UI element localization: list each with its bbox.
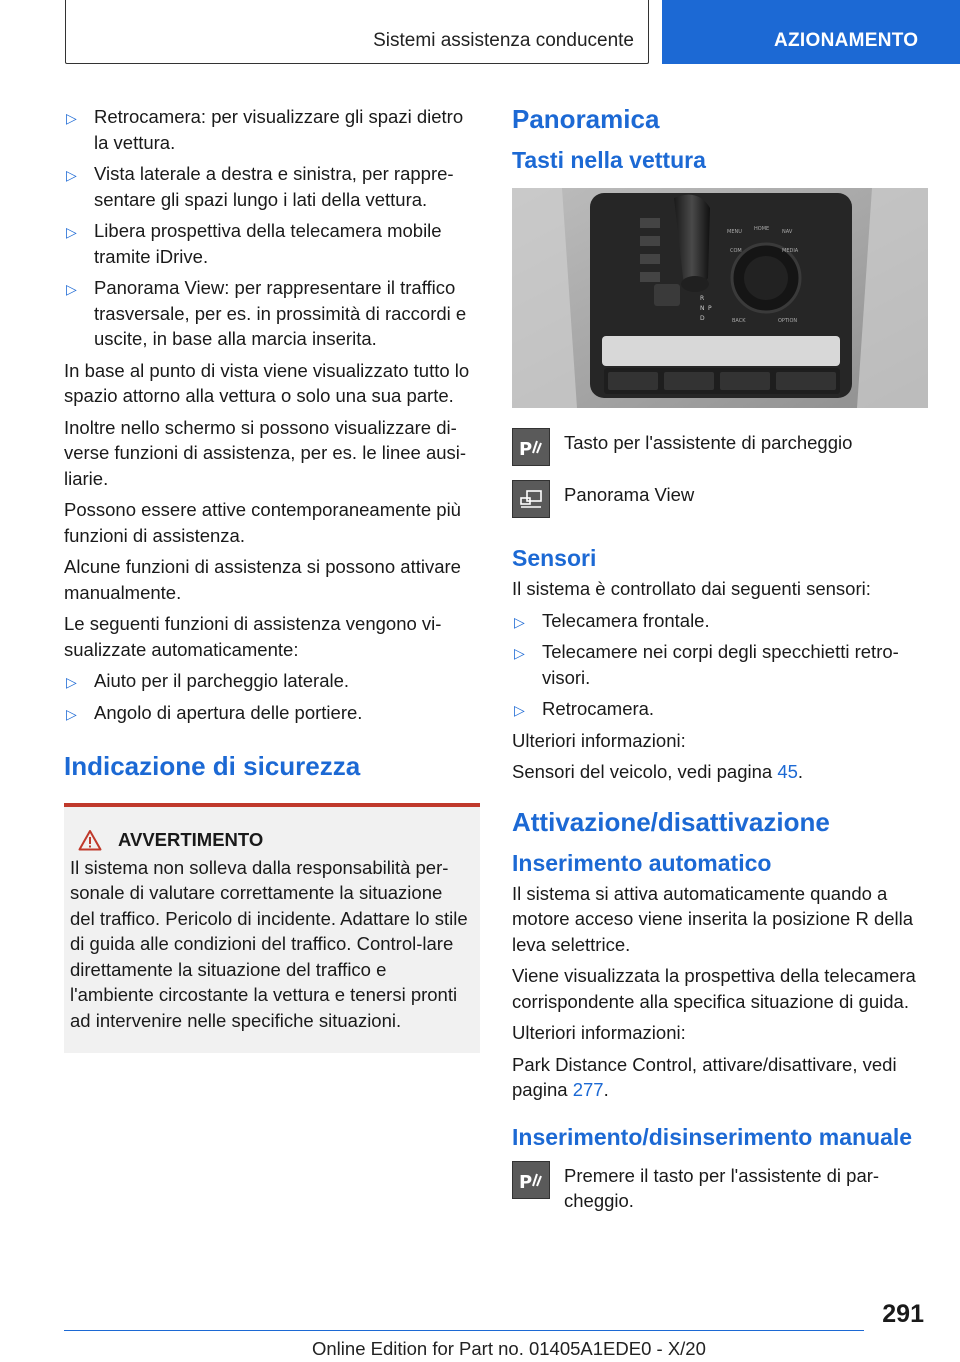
console-label-option: OPTION xyxy=(778,318,798,324)
park-assist-button-icon xyxy=(512,1161,550,1199)
manual-instruction xyxy=(512,1161,930,1214)
header-chapter-title: AZIONAMENTO xyxy=(774,30,919,51)
manual-instruction-text: Premere il tasto per l'assistente di par-cheggio. xyxy=(564,1164,880,1211)
warning-text: Il sistema non solleva dalla responsabilità per-sonale di valutare correttamente la situazione del traffico. Pericolo di incidente. Adattare lo stile di guida alle condizioni del traffico. Control-lare direttamente la situazione del traffico e l'ambiente circostante la vettura e tenersi pronti ad intervenire nelle specifiche situazioni. xyxy=(70,856,468,1031)
section-heading-safety: Indicazione di sicurezza xyxy=(64,751,361,781)
svg-text:P: P xyxy=(519,439,533,460)
warning-title: AVVERTIMENTO xyxy=(118,829,264,850)
page-link-277[interactable]: 277 xyxy=(572,1079,604,1100)
paragraph: Il sistema è controllato dai seguenti sensori: xyxy=(512,578,871,599)
paragraph: Possono essere attive contemporaneamente più funzioni di assistenza. xyxy=(64,499,461,546)
paragraph: Inoltre nello schermo si possono visualizzare di-verse funzioni di assistenza, per es. le linee ausi-liarie. xyxy=(64,416,467,489)
list-item: ▷ Retrocamera. xyxy=(512,696,930,722)
right-column xyxy=(512,104,930,1228)
legend-park-assist xyxy=(512,428,930,466)
panorama-view-button-icon xyxy=(512,480,550,518)
section-heading-attivazione: Attivazione/disattivazione xyxy=(512,806,830,837)
console-label-menu: MENU xyxy=(727,229,742,235)
warning-triangle-icon xyxy=(78,829,102,851)
header-section-title: Sistemi assistenza conducente xyxy=(373,30,634,51)
section-heading-panoramica: Panoramica xyxy=(512,104,660,134)
svg-text:P: P xyxy=(519,1171,533,1193)
list-item: ▷ Aiuto per il parcheggio laterale. xyxy=(64,668,480,694)
console-label-r: R xyxy=(700,295,705,302)
console-label-nav: NAV xyxy=(782,229,793,235)
subheading-sensori: Sensori xyxy=(512,545,597,571)
paragraph: Viene visualizzata la prospettiva della telecamera corrispondente alla specifica situazione di guida. xyxy=(512,965,916,1012)
paragraph: Ulteriori informazioni: xyxy=(512,1022,686,1043)
bullet-triangle-icon: ▷ xyxy=(66,110,77,126)
center-console-photo xyxy=(512,188,928,408)
park-assist-button-icon xyxy=(512,428,550,466)
cross-reference: Sensori del veicolo, vedi pagina 45. xyxy=(512,761,804,782)
list-item: ▷ Vista laterale a destra e sinistra, per rappre-sentare gli spazi lungo i lati della vettura. xyxy=(66,163,454,210)
list-item: ▷ Retrocamera: per visualizzare gli spazi dietro la vettura. xyxy=(66,106,464,153)
list-item: ▷ Telecamera frontale. xyxy=(512,608,930,634)
bullet-triangle-icon: ▷ xyxy=(514,613,525,630)
footer-divider xyxy=(64,1330,864,1331)
page-link-45[interactable]: 45 xyxy=(777,761,798,782)
warning-box xyxy=(64,803,480,1053)
bullet-triangle-icon: ▷ xyxy=(514,645,525,661)
subheading-tasti: Tasti nella vettura xyxy=(512,147,706,173)
cross-reference: Park Distance Control, attivare/disattivare, vedi pagina 277. xyxy=(512,1053,897,1100)
list-item: ▷ Libera prospettiva della telecamera mobile tramite iDrive. xyxy=(66,220,442,267)
list-item: ▷ Angolo di apertura delle portiere. xyxy=(64,700,480,726)
paragraph: Il sistema si attiva automaticamente quando a motore acceso viene inserita la posizione R della leva selettrice. xyxy=(512,882,914,955)
warning-header xyxy=(70,827,472,853)
paragraph: Ulteriori informazioni: xyxy=(512,729,686,751)
header-section-tab xyxy=(65,0,649,64)
bullet-triangle-icon: ▷ xyxy=(66,674,77,690)
console-label-com: COM xyxy=(730,248,742,254)
bullet-triangle-icon: ▷ xyxy=(514,702,525,718)
paragraph: Le seguenti funzioni di assistenza vengono vi-sualizzate automaticamente: xyxy=(64,613,442,660)
subheading-auto: Inserimento automatico xyxy=(512,849,772,876)
bullet-triangle-icon: ▷ xyxy=(66,705,77,722)
bullet-triangle-icon: ▷ xyxy=(66,167,77,183)
console-label-n: N xyxy=(700,305,705,312)
console-label-p: P xyxy=(708,305,712,312)
page-number: 291 xyxy=(882,1300,924,1328)
console-illustration xyxy=(512,188,928,408)
legend-panorama-view xyxy=(512,480,930,518)
subheading-manual: Inserimento/disinserimento manuale xyxy=(512,1123,913,1150)
bullet-triangle-icon: ▷ xyxy=(66,224,77,240)
left-column xyxy=(64,104,480,1053)
console-label-back: BACK xyxy=(732,318,746,324)
list-item: ▷ Panorama View: per rappresentare il traffico trasversale, per es. in prossimità di raccordi e uscite, in base alla marcia inserita. xyxy=(66,277,467,349)
park-assist-label: Tasto per l'assistente di parcheggio xyxy=(564,432,853,453)
paragraph: Alcune funzioni di assistenza si possono attivare manualmente. xyxy=(64,556,461,603)
list-item: ▷ Telecamere nei corpi degli specchietti retro-visori. xyxy=(514,641,899,688)
paragraph: In base al punto di vista viene visualizzato tutto lo spazio attorno alla vettura o solo una sua parte. xyxy=(64,359,470,406)
bullet-triangle-icon: ▷ xyxy=(66,281,77,297)
console-label-d: D xyxy=(700,315,705,322)
header-chapter-tab xyxy=(662,0,960,64)
console-label-home: HOME xyxy=(754,226,770,232)
panorama-view-label: Panorama View xyxy=(564,484,695,505)
console-label-media: MEDIA xyxy=(782,248,799,254)
footer-edition: Online Edition for Part no. 01405A1EDE0 - X/20 xyxy=(312,1338,706,1359)
